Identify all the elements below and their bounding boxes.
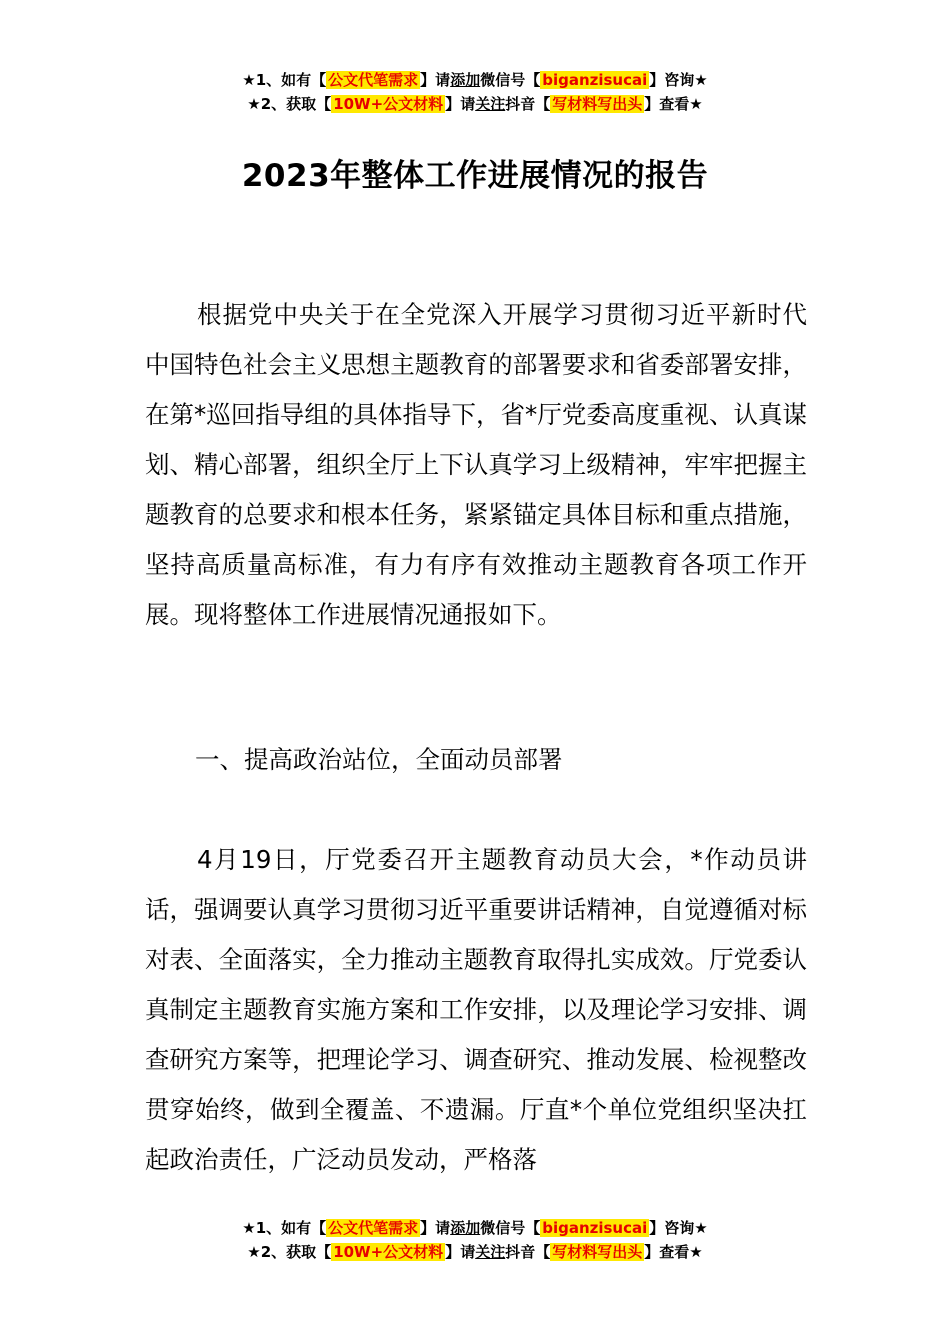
bottom-banner [0,1216,950,1264]
highlight-materials: 10W+公文材料 [333,95,444,113]
star-icon: ★ [242,1219,256,1237]
highlight-materials: 10W+公文材料 [333,1243,444,1261]
star-icon: ★ [242,71,256,89]
banner-line-2: ★2、获取【 10W+公文材料 】请关注抖音【 写材料写出头 】查看★ [247,95,703,113]
highlight-wechat-id: biganzisucai [542,1219,648,1237]
highlight-douyin-account: 写材料写出头 [552,95,643,113]
section-heading-1: 一、提高政治站位，全面动员部署 [195,745,563,774]
intro-paragraph: 根据党中央关于在全党深入开展学习贯彻习近平新时代中国特色社会主义思想主题教育的部署要求和省委部署安排，在第*巡回指导组的具体指导下，省*厅党委高度重视、认真谋划、精心部署，组织全厅上下认真学习上级精神，牢牢把握主题教育的总要求和根本任务，紧紧锚定具体目标和重点措施，坚持高质量高标准，有力有序有效推动主题教育各项工作开展。现将整体工作进展情况通报如下。 [145,300,807,629]
highlight-writing-service: 公文代笔需求 [328,1219,419,1237]
highlight-wechat-id: biganzisucai [542,71,648,89]
star-icon: ★ [247,1243,261,1261]
highlight-douyin-account: 写材料写出头 [552,1243,643,1261]
star-icon: ★ [247,95,261,113]
banner-line-1: ★1、如有【 公文代笔需求 】请添加微信号【 biganzisucai 】咨询★ [242,1219,708,1237]
highlight-writing-service: 公文代笔需求 [328,71,419,89]
document-title: 2023年整体工作进展情况的报告 [241,158,709,194]
banner-line-1: ★1、如有【 公文代笔需求 】请添加微信号【 biganzisucai 】咨询★ [242,71,708,89]
banner-line-2: ★2、获取【 10W+公文材料 】请关注抖音【 写材料写出头 】查看★ [247,1243,703,1261]
top-banner [0,68,950,116]
section-1-paragraph: 4月19日，厅党委召开主题教育动员大会，*作动员讲话，强调要认真学习贯彻习近平重要讲话精神，自觉遵循对标对表、全面落实，全力推动主题教育取得扎实成效。厅党委认真制定主题教育实施方案和工作安排，以及理论学习安排、调查研究方案等，把理论学习、调查研究、推动发展、检视整改贯穿始终，做到全覆盖、不遗漏。厅直*个单位党组织坚决扛起政治责任，广泛动员发动，严格落 [145,845,807,1174]
